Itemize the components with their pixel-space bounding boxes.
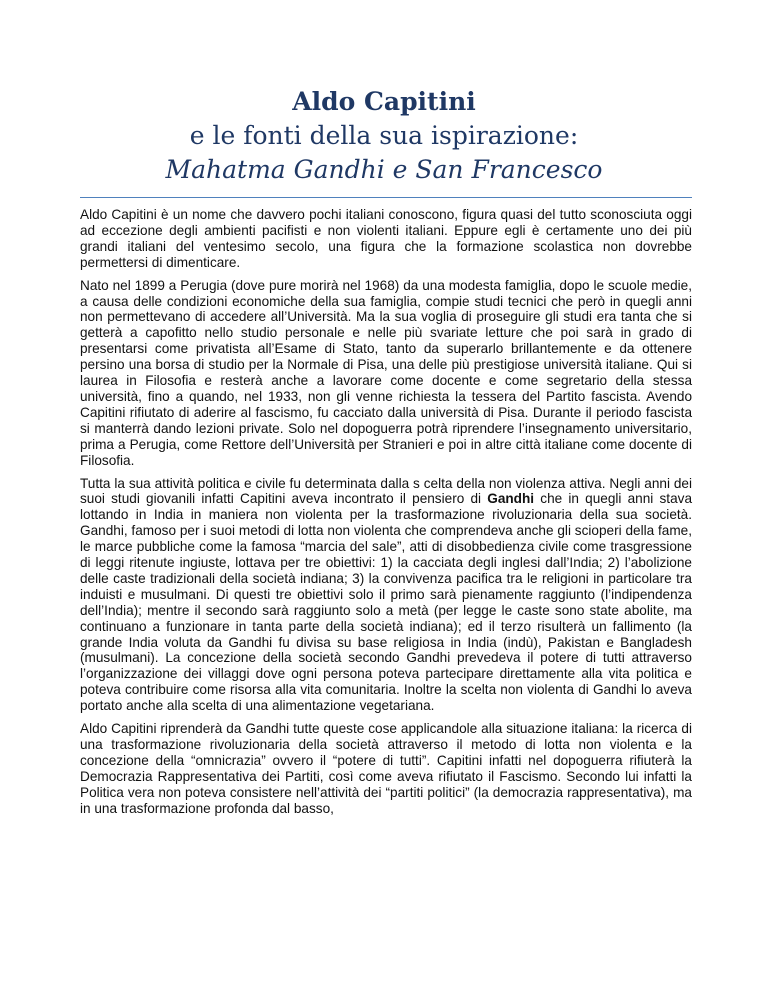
document-title [80, 85, 688, 187]
paragraph-4: Aldo Capitini riprenderà da Gandhi tutte queste cose applicandole alla situazione italiana: la ricerca di una trasformazione rivoluzionaria della società attraverso il metodo di lotta non violenta e la concezione della “omnicrazia” ovvero il “potere di tutti”. Capitini infatti nel dopoguerra rifiuterà la Democrazia Rappresentativa dei Partiti, così come aveva rifiutato il Fascismo. Secondo lui infatti la Politica vera non poteva consistere nell’attività dei “partiti politici” (la democrazia rappresentativa), ma in una trasformazione profonda dal basso, [80, 721, 692, 816]
title-name: Aldo Capitini [292, 87, 476, 116]
paragraph-3-text-after: che in quegli anni stava lottando in India in maniera non violenta per la trasformazione rivoluzionaria della sua società. Gandhi, famoso per i suoi metodi di lotta non violenta che comprendeva anche gli scioperi della fame, le marce pubbliche come la famosa “marcia del sale”, atti di disobbedienza civile come trasgressione di leggi ritenute ingiuste, lottava per tre obiettivi: 1) la cacciata degli inglesi dall’India; 2) l’abolizione delle caste tradizionali della società indiana; 3) la convivenza pacifica tra le religioni in particolare tra induisti e musulmani. Di questi tre obiettivi solo il primo sarà pienamente raggiunto (l’indipendenza dell’India); mentre il secondo sarà raggiunto solo a metà (per legge le caste sono state abolite, ma continuano a funzionare in tanta parte della società indiana); ed il terzo risulterà un fallimento (la grande India voluta da Gandhi fu divisa su base religiosa in India (indù), Pakistan e Bangladesh (musulmani). La concezione della società secondo Gandhi prevedeva il potere di tutti attraverso l’organizzazione dei villaggi dove ogni persona poteva partecipare direttamente alla vita politica e poteva contribuire come risorsa alla vita comunitaria. Inoltre la scelta non violenta di Gandhi lo aveva portato anche alla scelta di una alimentazione vegetariana. [80, 491, 692, 714]
title-divider [80, 197, 692, 198]
paragraph-2: Nato nel 1899 a Perugia (dove pure morirà nel 1968) da una modesta famiglia, dopo le scuole medie, a causa delle condizioni economiche della sua famiglia, compie studi tecnici che però in quegli anni non permettevano di accedere all’Università. Ma la sua voglia di proseguire gli studi era tanta che si getterà a capofitto nello studio personale e nelle più svariate letture che poi sarà in grado di presentarsi come privatista all’Esame di Stato, tanto da superarlo brillantemente e da ottenere persino una borsa di studio per la Normale di Pisa, una delle più prestigiose università italiane. Qui si laurea in Filosofia e resterà anche a lavorare come docente e come segretario della stessa università, fino a quando, nel 1933, non gli venne richiesta la tessera del Partito fascista. Avendo Capitini rifiutato di aderire al fascismo, fu cacciato dalla università di Pisa. Durante il periodo fascista si manterrà dando lezioni private. Solo nel dopoguerra potrà riprendere l’insegnamento universitario, prima a Perugia, come Rettore dell’Università per Stranieri e poi in altre città italiane come docente di Filosofia. [80, 277, 692, 468]
document-body [80, 207, 692, 824]
title-subtitle: e le fonti della sua ispirazione: [189, 121, 579, 150]
paragraph-3 [80, 476, 692, 715]
paragraph-3-text-before: Tutta la sua attività politica e civile fu determinata dalla s celta della non violenza attiva. Negli anni dei suoi studi giovanili infatti Capitini aveva incontrato il pensiero di [80, 475, 692, 507]
paragraph-3-bold-gandhi: Gandhi [487, 491, 535, 507]
title-subtitle-italic: Mahatma Gandhi e San Francesco [165, 155, 603, 184]
paragraph-1: Aldo Capitini è un nome che davvero pochi italiani conoscono, figura quasi del tutto sconosciuta oggi ad eccezione degli ambienti pacifisti e non violenti italiani. Eppure egli è certamente uno dei più grandi italiani del ventesimo secolo, una figura che la formazione scolastica non dovrebbe permettersi di dimenticare. [80, 207, 692, 270]
